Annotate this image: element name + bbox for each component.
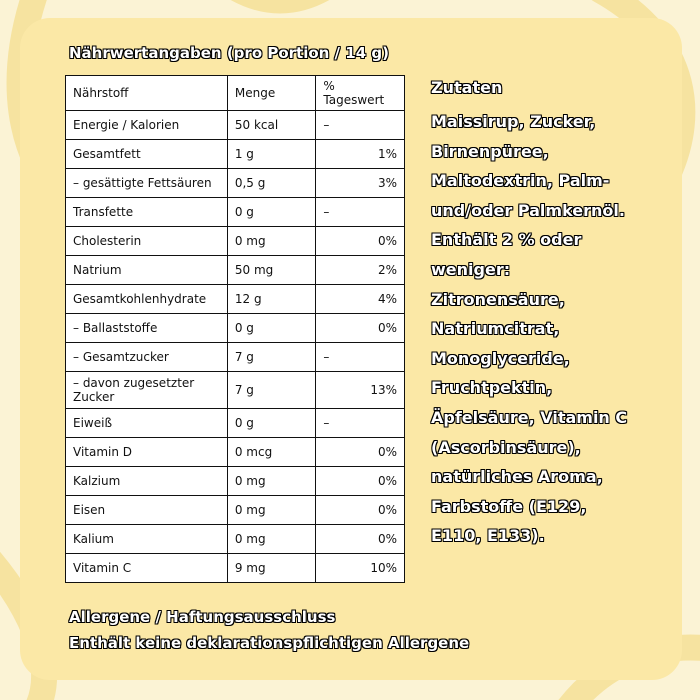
ingredients-text: Maissirup, Zucker, Birnenpüree, Maltodextrin, Palm- und/oder Palmkernöl. Enthält 2 % oder weniger: Zitronensäure, Natriumcitrat, Monoglyceride, Fruchtpektin, Äpfelsäure, Vitamin C (Ascorbinsäure), natürliches Aroma, Farbstoffe (E129, E110, E133). — [431, 112, 628, 546]
ingredients-heading: Zutaten — [431, 78, 503, 97]
table-row — [66, 372, 405, 409]
nutrient-amount: 0 g — [227, 314, 316, 343]
nutrient-amount: 0 mcg — [227, 438, 316, 467]
nutrition-table — [65, 75, 405, 583]
nutrient-name: – gesättigte Fettsäuren — [66, 169, 228, 198]
nutrient-name: Cholesterin — [66, 227, 228, 256]
table-row — [66, 343, 405, 372]
nutrient-amount: 7 g — [227, 372, 316, 409]
nutrient-name: Natrium — [66, 256, 228, 285]
nutrient-daily-value: – — [316, 198, 405, 227]
table-row — [66, 314, 405, 343]
nutrient-daily-value: 13% — [316, 372, 405, 409]
nutrient-daily-value: 4% — [316, 285, 405, 314]
nutrient-amount: 1 g — [227, 140, 316, 169]
nutrient-amount: 12 g — [227, 285, 316, 314]
nutrient-amount: 0 mg — [227, 525, 316, 554]
allergens-text: Enthält keine deklarationspflichtigen Allergene — [69, 634, 470, 652]
nutrient-amount: 0,5 g — [227, 169, 316, 198]
table-row — [66, 496, 405, 525]
nutrient-name: Vitamin D — [66, 438, 228, 467]
table-row — [66, 285, 405, 314]
table-row — [66, 256, 405, 285]
table-row — [66, 140, 405, 169]
table-header-row — [66, 76, 405, 111]
header-daily-value: % Tageswert — [316, 76, 405, 111]
nutrient-name: Transfette — [66, 198, 228, 227]
nutrient-daily-value: 0% — [316, 227, 405, 256]
nutrient-daily-value: 10% — [316, 554, 405, 583]
nutrition-title: Nährwertangaben (pro Portion / 14 g) — [69, 44, 389, 62]
nutrient-daily-value: 0% — [316, 314, 405, 343]
nutrient-daily-value: 3% — [316, 169, 405, 198]
nutrient-amount: 0 mg — [227, 227, 316, 256]
nutrient-daily-value: 1% — [316, 140, 405, 169]
nutrient-daily-value: – — [316, 343, 405, 372]
header-amount: Menge — [227, 76, 316, 111]
nutrient-name: Vitamin C — [66, 554, 228, 583]
nutrient-name: Eisen — [66, 496, 228, 525]
nutrient-daily-value: 0% — [316, 525, 405, 554]
nutrient-daily-value: – — [316, 409, 405, 438]
table-row — [66, 525, 405, 554]
nutrient-daily-value: 0% — [316, 438, 405, 467]
nutrient-amount: 0 mg — [227, 496, 316, 525]
nutrient-name: Kalzium — [66, 467, 228, 496]
nutrient-daily-value: – — [316, 111, 405, 140]
table-row — [66, 169, 405, 198]
nutrient-name: Kalium — [66, 525, 228, 554]
header-nutrient: Nährstoff — [66, 76, 228, 111]
nutrient-name: Eiweiß — [66, 409, 228, 438]
table-row — [66, 409, 405, 438]
nutrient-name: Energie / Kalorien — [66, 111, 228, 140]
nutrient-daily-value: 2% — [316, 256, 405, 285]
table-row — [66, 467, 405, 496]
nutrient-name: Gesamtkohlenhydrate — [66, 285, 228, 314]
nutrient-amount: 9 mg — [227, 554, 316, 583]
table-row — [66, 198, 405, 227]
nutrient-name: – davon zugesetzter Zucker — [66, 372, 228, 409]
table-row — [66, 554, 405, 583]
table-row — [66, 438, 405, 467]
nutrient-amount: 7 g — [227, 343, 316, 372]
nutrient-amount: 50 mg — [227, 256, 316, 285]
nutrient-amount: 0 g — [227, 409, 316, 438]
nutrient-name: – Gesamtzucker — [66, 343, 228, 372]
nutrient-name: Gesamtfett — [66, 140, 228, 169]
table-row — [66, 227, 405, 256]
nutrient-amount: 0 mg — [227, 467, 316, 496]
nutrient-name: – Ballaststoffe — [66, 314, 228, 343]
table-row — [66, 111, 405, 140]
nutrient-daily-value: 0% — [316, 496, 405, 525]
nutrient-daily-value: 0% — [316, 467, 405, 496]
nutrient-amount: 0 g — [227, 198, 316, 227]
nutrient-amount: 50 kcal — [227, 111, 316, 140]
allergens-heading: Allergene / Haftungsausschluss — [69, 608, 336, 626]
